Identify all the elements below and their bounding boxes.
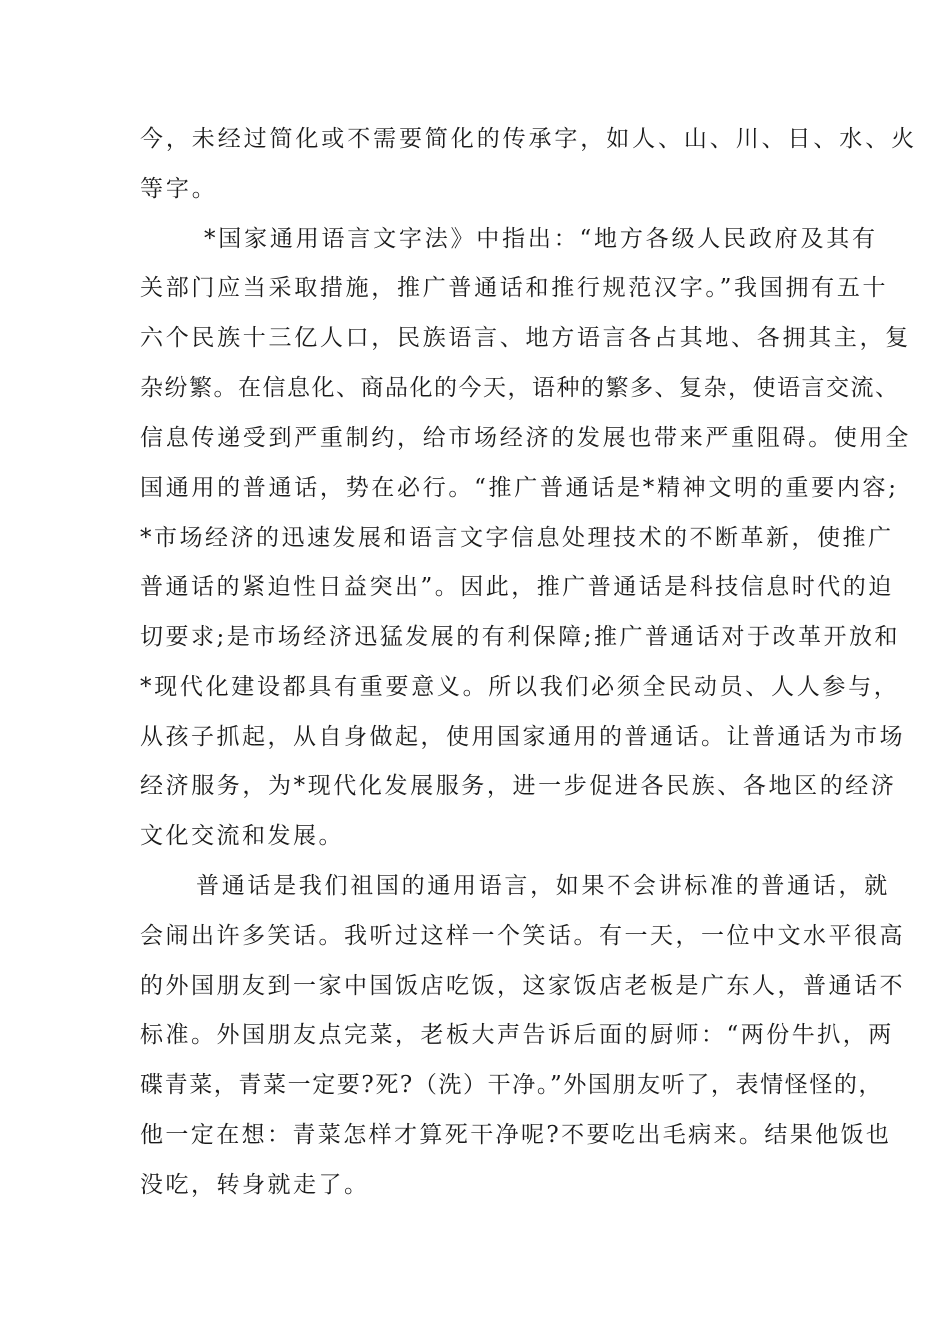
text-line: *市场经济的迅速发展和语言文字信息处理技术的不断革新，使推广: [140, 525, 894, 551]
text-line: 他一定在想：青菜怎样才算死干净呢?不要吃出毛病来。结果他饭也: [140, 1122, 892, 1148]
text-line: *国家通用语言文字法》中指出：“地方各级人民政府及其有: [204, 226, 878, 252]
text-line: *现代化建设都具有重要意义。所以我们必须全民动员、人人参与，: [140, 674, 900, 700]
text-line: 关部门应当采取措施，推广普通话和推行规范汉字。”我国拥有五十: [140, 275, 889, 301]
text-line: 从孩子抓起，从自身做起，使用国家通用的普通话。让普通话为市场: [140, 724, 905, 750]
text-line: 切要求;是市场经济迅猛发展的有利保障;推广普通话对于改革开放和: [140, 624, 900, 650]
text-line: 国通用的普通话，势在必行。“推广普通话是*精神文明的重要内容;: [140, 475, 899, 501]
text-line: 文化交流和发展。: [140, 823, 344, 849]
text-line: 经济服务，为*现代化发展服务，进一步促进各民族、各地区的经济: [140, 773, 897, 799]
text-line: 六个民族十三亿人口，民族语言、地方语言各占其地、各拥其主，复: [140, 325, 911, 351]
text-line: 信息传递受到严重制约，给市场经济的发展也带来严重阻碍。使用全: [140, 425, 911, 451]
text-line: 没吃，转身就走了。: [140, 1172, 370, 1198]
text-line: 碟青菜，青菜一定要?死?（洗）干净。”外国朋友听了，表情怪怪的，: [140, 1072, 884, 1098]
text-line: 今，未经过简化或不需要简化的传承字，如人、山、川、日、水、火: [140, 126, 917, 152]
text-line: 普通话是我们祖国的通用语言，如果不会讲标准的普通话，就: [196, 873, 890, 899]
text-line: 会闹出许多笑话。我听过这样一个笑话。有一天，一位中文水平很高: [140, 923, 905, 949]
text-line: 等字。: [140, 176, 218, 202]
text-line: 的外国朋友到一家中国饭店吃饭，这家饭店老板是广东人，普通话不: [140, 973, 905, 999]
text-line: 杂纷繁。在信息化、商品化的今天，语种的繁多、复杂，使语言交流、: [140, 375, 900, 401]
text-line: 普通话的紧迫性日益突出”。因此，推广普通话是科技信息时代的迫: [140, 574, 894, 600]
text-line: 标准。外国朋友点完菜，老板大声告诉后面的厨师：“两份牛扒，两: [140, 1022, 894, 1048]
